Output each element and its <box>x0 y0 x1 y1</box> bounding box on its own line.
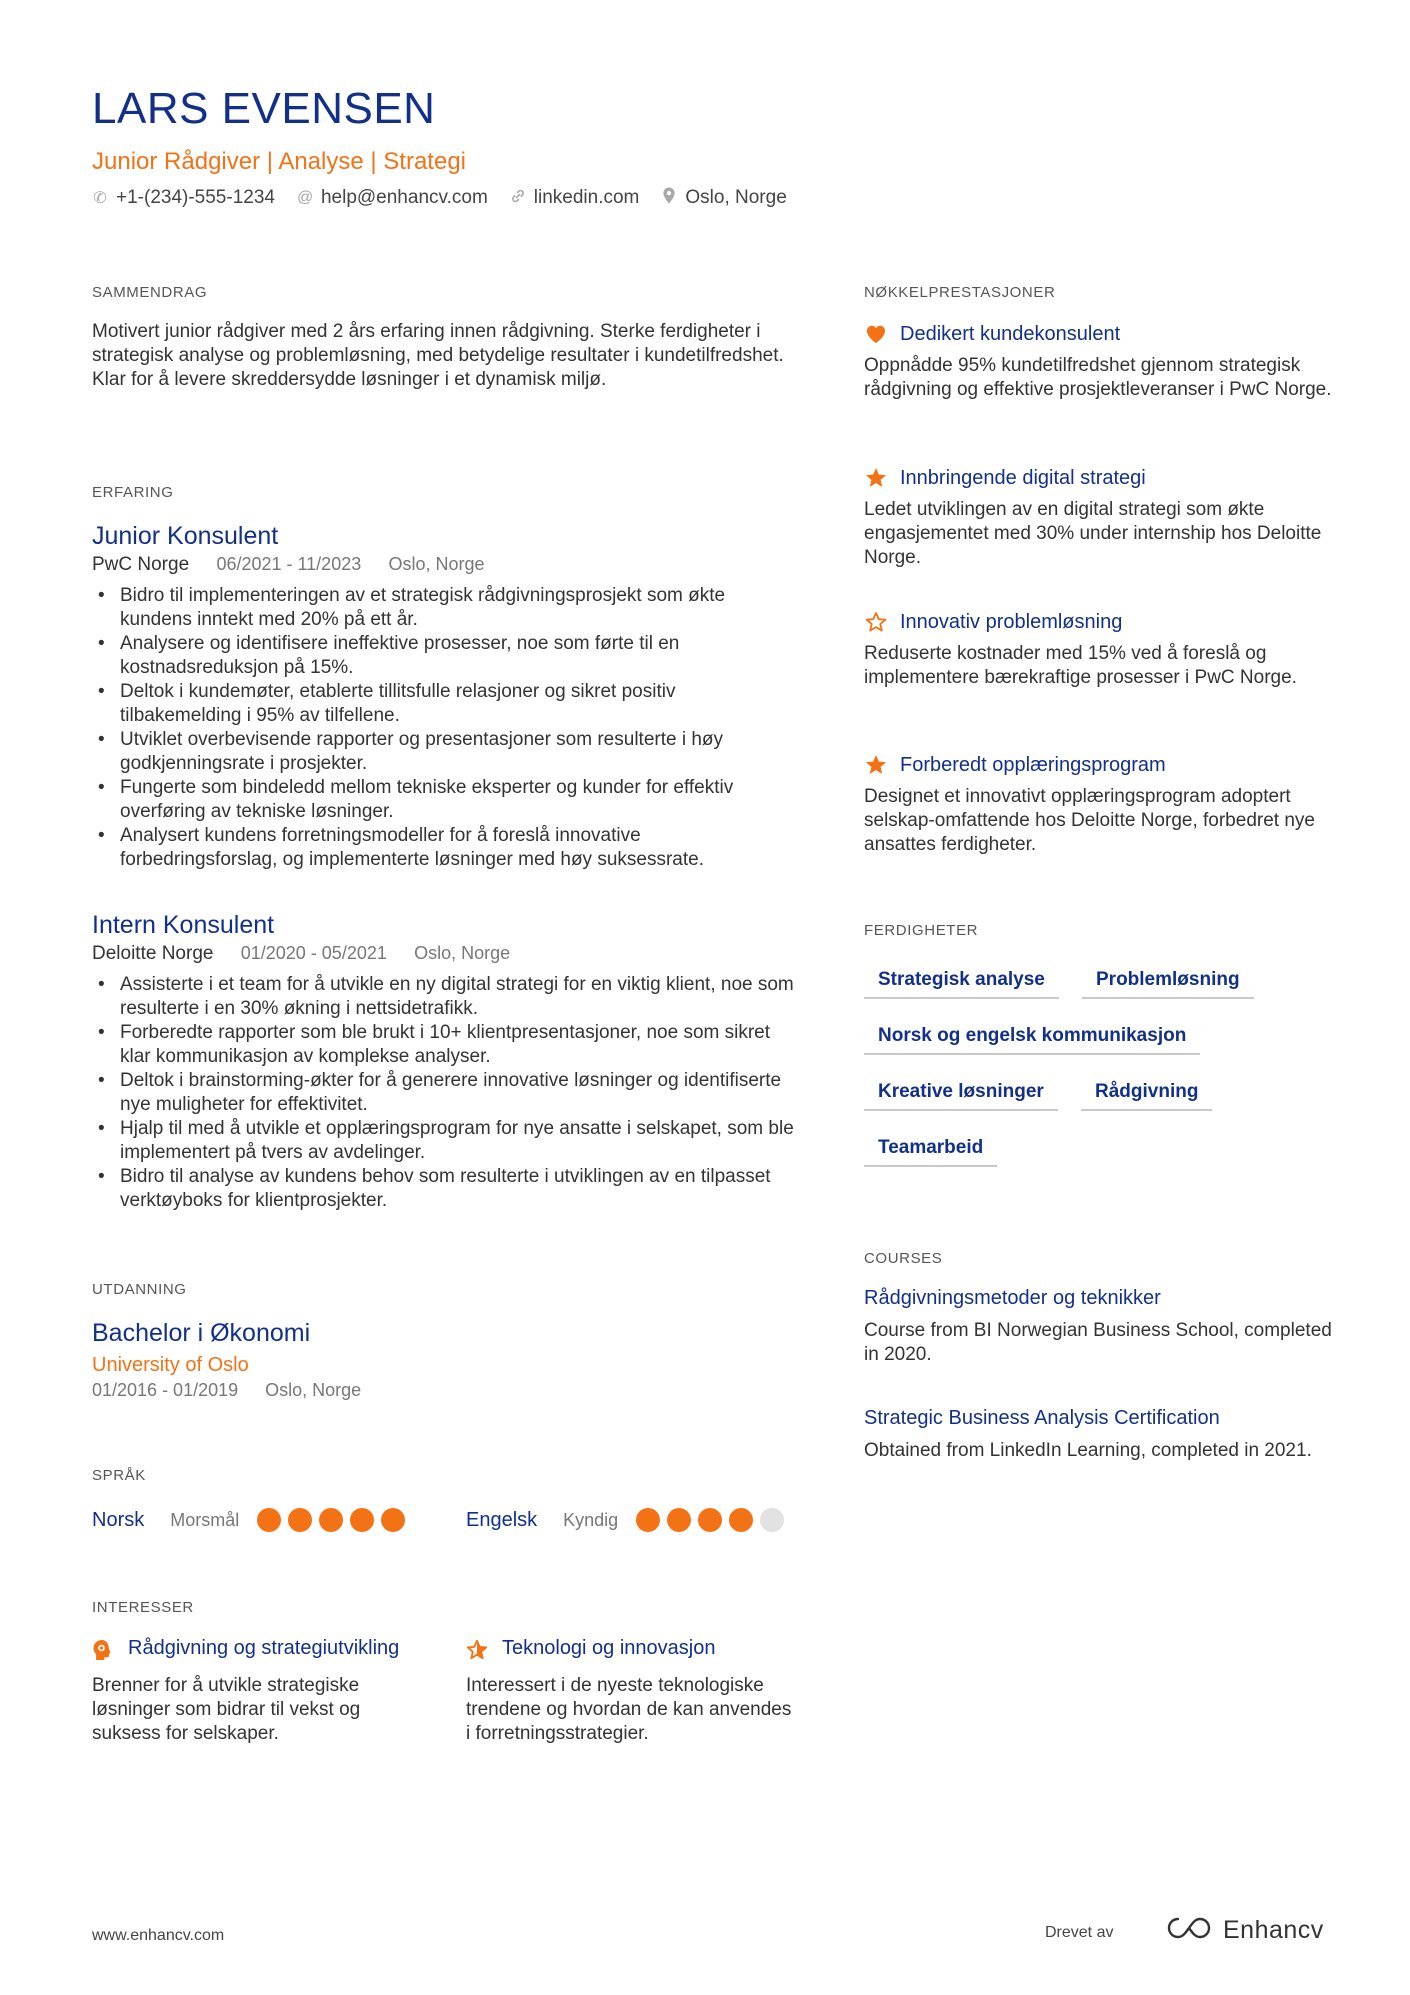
education-location: Oslo, Norge <box>265 1380 362 1400</box>
language-name: Norsk <box>92 1508 145 1531</box>
enhancv-logo-text: Enhancv <box>1223 1916 1324 1944</box>
course-desc: Obtained from LinkedIn Learning, completed in 2021. <box>864 1440 1312 1461</box>
job-company: PwC Norge <box>92 554 190 575</box>
job-meta <box>92 552 802 577</box>
star-icon <box>864 753 888 777</box>
bullet-item: • Assisterte i et team for å utvikle en ny digital strategi for en viktig klient, noe som resulterte i en 30% økning i nettsidetrafikk. <box>92 973 802 1021</box>
star-half-icon <box>466 1639 488 1666</box>
achievement-head <box>864 610 1334 634</box>
bullet-item: • Bidro til analyse av kundens behov som resulterte i utviklingen av en tilpasset verktøyboks for klientprosjekter. <box>92 1165 802 1213</box>
interest-title: Teknologi og innovasjon <box>502 1637 716 1659</box>
rating-dot-empty <box>760 1508 784 1532</box>
achievement-head <box>864 466 1334 490</box>
course-entry <box>864 1406 1334 1463</box>
achievement-entry <box>864 322 1334 402</box>
interest-title: Rådgivning og strategiutvikling <box>128 1637 400 1659</box>
course-title: Strategic Business Analysis Certification <box>864 1407 1220 1429</box>
contact-row <box>92 187 809 209</box>
language-level: Morsmål <box>170 1509 240 1530</box>
job-bullets <box>92 584 802 872</box>
rating-dot-filled <box>698 1508 722 1532</box>
candidate-name: LARS EVENSEN <box>92 84 436 133</box>
summary-text: Motivert junior rådgiver med 2 års erfaring innen rådgivning. Sterke ferdigheter i strategisk analyse og problemløsning, med betydelige resultater i kundetilfredshet. Klar for å levere skreddersydde løsninger i et dynamisk miljø. <box>92 321 784 390</box>
rating-dot-filled <box>381 1508 405 1532</box>
phone-icon: ✆ <box>93 190 107 207</box>
job-period: 06/2021 - 11/2023 <box>216 554 362 574</box>
language-rating <box>636 1508 791 1532</box>
rating-dot-filled <box>350 1508 374 1532</box>
enhancv-logo-icon <box>1165 1915 1213 1946</box>
section-title-skills: FERDIGHETER <box>864 922 979 939</box>
experience-entry <box>92 910 802 1213</box>
achievement-head <box>864 322 1334 346</box>
footer-url[interactable]: www.enhancv.com <box>92 1927 225 1944</box>
star-outline-icon <box>864 610 888 634</box>
skill-tag: Teamarbeid <box>864 1137 997 1167</box>
achievement-entry <box>864 466 1334 570</box>
enhancv-logo[interactable] <box>1165 1915 1324 1946</box>
language-entry <box>92 1508 412 1532</box>
bullet-item: • Fungerte som bindeledd mellom tekniske eksperter og kunder for effektiv overføring av tekniske løsninger. <box>92 776 802 824</box>
bullet-item: • Forberedte rapporter som ble brukt i 10+ klientpresentasjoner, noe som sikret klar kommunikasjon av komplekse analyser. <box>92 1021 802 1069</box>
section-title-experience: ERFARING <box>92 484 174 501</box>
language-entry <box>466 1508 791 1532</box>
course-title: Rådgivningsmetoder og teknikker <box>864 1287 1161 1309</box>
linkedin-text[interactable]: linkedin.com <box>533 187 640 208</box>
brain-icon <box>92 1639 114 1666</box>
location-pin-icon <box>661 187 677 209</box>
job-meta <box>92 941 802 966</box>
job-bullets <box>92 973 802 1213</box>
achievement-title: Innbringende digital strategi <box>900 466 1146 489</box>
bullet-item: • Deltok i brainstorming-økter for å generere innovative løsninger og identifiserte nye muligheter for effektivitet. <box>92 1069 802 1117</box>
interest-entry <box>466 1636 796 1746</box>
rating-dot-filled <box>729 1508 753 1532</box>
achievement-title: Forberedt opplæringsprogram <box>900 753 1166 776</box>
section-title-achievements: NØKKELPRESTASJONER <box>864 284 1056 301</box>
language-rating <box>257 1508 412 1532</box>
experience-entry <box>92 521 802 872</box>
rating-dot-filled <box>319 1508 343 1532</box>
language-name: Engelsk <box>466 1508 538 1531</box>
education-period: 01/2016 - 01/2019 <box>92 1380 239 1400</box>
achievement-desc: Designet et innovativt opplæringsprogram adoptert selskap-omfattende hos Deloitte Norge, forbedret nye ansattes ferdigheter. <box>864 786 1315 855</box>
link-icon <box>510 188 526 209</box>
section-title-summary: SAMMENDRAG <box>92 284 208 301</box>
education-meta <box>92 1378 361 1402</box>
interest-head <box>92 1636 422 1666</box>
contact-linkedin[interactable] <box>510 187 640 209</box>
rating-dot-filled <box>636 1508 660 1532</box>
footer-powered-label: Drevet av <box>1045 1924 1114 1941</box>
star-icon <box>864 466 888 490</box>
job-title: Junior Konsulent <box>92 522 279 550</box>
candidate-tagline: Junior Rådgiver | Analyse | Strategi <box>92 148 466 175</box>
phone-text: +1-(234)-555-1234 <box>116 187 275 208</box>
skill-tag: Kreative løsninger <box>864 1081 1058 1111</box>
contact-email[interactable] <box>297 187 488 209</box>
bullet-item: • Analysert kundens forretningsmodeller for å foreslå innovative forbedringsforslag, og implementerte løsninger med høy suksessrate. <box>92 824 802 872</box>
language-level: Kyndig <box>563 1509 619 1530</box>
achievement-entry <box>864 610 1334 690</box>
achievement-desc: Ledet utviklingen av en digital strategi som økte engasjementet med 30% under internship hos Deloitte Norge. <box>864 499 1322 568</box>
interest-entry <box>92 1636 422 1746</box>
rating-dot-filled <box>257 1508 281 1532</box>
rating-dot-filled <box>667 1508 691 1532</box>
achievement-title: Innovativ problemløsning <box>900 610 1123 633</box>
job-location: Oslo, Norge <box>414 943 511 963</box>
email-text[interactable]: help@enhancv.com <box>320 187 488 208</box>
bullet-item: • Analysere og identifisere ineffektive prosesser, noe som førte til en kostnadsreduksjon på 15%. <box>92 632 802 680</box>
achievement-head <box>864 753 1334 777</box>
interest-desc: Brenner for å utvikle strategiske løsninger som bidrar til vekst og suksess for selskaper. <box>92 1675 361 1744</box>
section-title-interests: INTERESSER <box>92 1599 194 1616</box>
rating-dot-filled <box>288 1508 312 1532</box>
bullet-item: • Utviklet overbevisende rapporter og presentasjoner som resulterte i høy godkjenningsrate i prosjekter. <box>92 728 802 776</box>
job-period: 01/2020 - 05/2021 <box>240 943 387 963</box>
section-title-courses: COURSES <box>864 1250 943 1267</box>
section-title-languages: SPRÅK <box>92 1467 146 1484</box>
heart-icon <box>864 322 888 346</box>
contact-phone <box>92 187 275 209</box>
skill-tag: Norsk og engelsk kommunikasjon <box>864 1025 1200 1055</box>
job-company: Deloitte Norge <box>92 943 214 964</box>
achievement-desc: Reduserte kostnader med 15% ved å foreslå og implementere bærekraftige prosesser i PwC Norge. <box>864 643 1297 688</box>
education-school: University of Oslo <box>92 1354 249 1376</box>
job-location: Oslo, Norge <box>388 554 485 574</box>
location-text: Oslo, Norge <box>685 187 787 208</box>
section-title-education: UTDANNING <box>92 1281 187 1298</box>
interest-desc: Interessert i de nyeste teknologiske trendene og hvordan de kan anvendes i forretningsstrategier. <box>466 1675 792 1744</box>
education-degree: Bachelor i Økonomi <box>92 1319 311 1347</box>
interest-head <box>466 1636 796 1666</box>
contact-location <box>661 187 786 209</box>
bullet-item: • Hjalp til med å utvikle et opplæringsprogram for nye ansatte i selskapet, som ble implementert på tvers av avdelinger. <box>92 1117 802 1165</box>
bullet-item: • Deltok i kundemøter, etablerte tillitsfulle relasjoner og sikret positiv tilbakemelding i 95% av tilfellene. <box>92 680 802 728</box>
skill-tag: Rådgivning <box>1081 1081 1212 1111</box>
achievement-entry <box>864 753 1334 857</box>
job-title: Intern Konsulent <box>92 911 275 939</box>
bullet-item: • Bidro til implementeringen av et strategisk rådgivningsprosjekt som økte kundens inntekt med 20% på ett år. <box>92 584 802 632</box>
education-entry <box>92 1318 361 1402</box>
course-entry <box>864 1286 1334 1367</box>
achievement-title: Dedikert kundekonsulent <box>900 322 1121 345</box>
skill-tag: Strategisk analyse <box>864 969 1059 999</box>
course-desc: Course from BI Norwegian Business School, completed in 2020. <box>864 1320 1332 1365</box>
achievement-desc: Oppnådde 95% kundetilfredshet gjennom strategisk rådgivning og effektive prosjektleveranser i PwC Norge. <box>864 355 1332 400</box>
at-icon: @ <box>296 189 314 206</box>
skill-tag: Problemløsning <box>1082 969 1254 999</box>
